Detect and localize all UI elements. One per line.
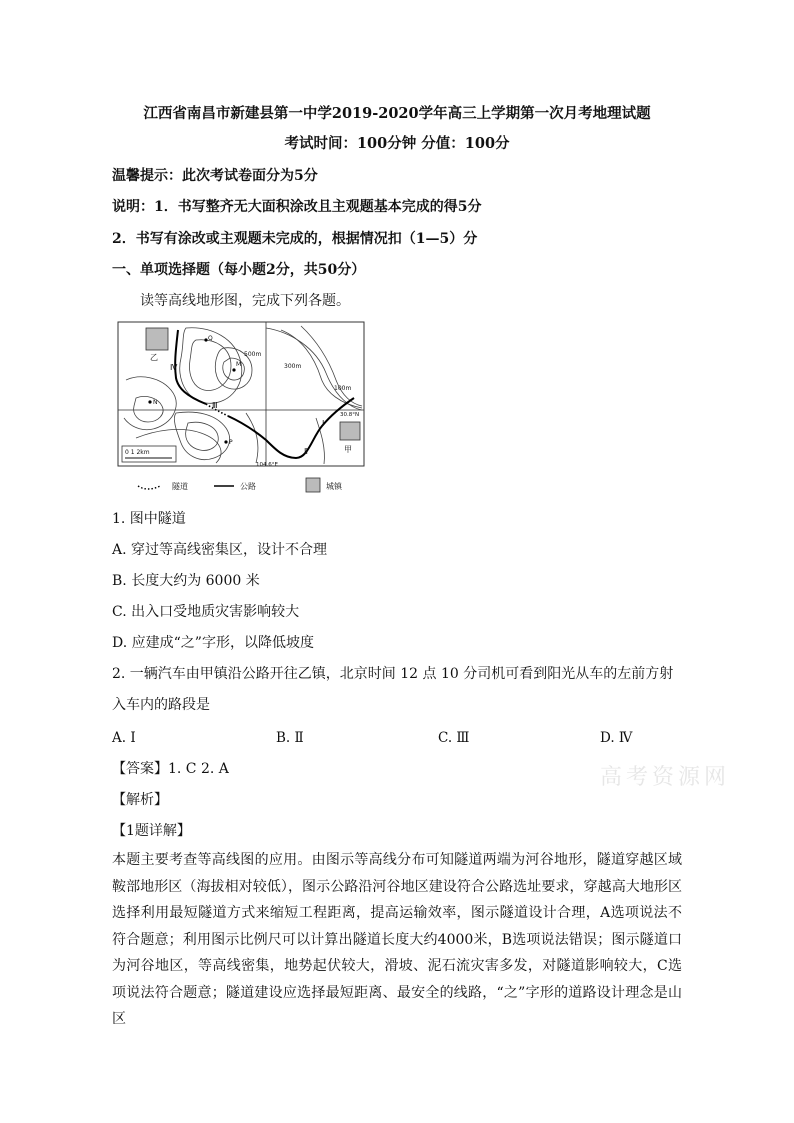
legend-road: 公路 [240,482,256,491]
section-intro: 读等高线地形图，完成下列各题。 [140,293,350,309]
label-region-3: Ⅲ [212,401,218,410]
q1-option-b: B. 长度大约为 6000 米 [112,573,260,589]
q2-stem-line1: 2. 一辆汽车由甲镇沿公路开往乙镇，北京时间 12 点 10 分司机可看到阳光从车的左前方射 [112,666,674,682]
scale-bar-label: 0 1 2km [125,449,150,456]
label-p: P [229,439,233,446]
contour-map [116,318,368,504]
q2-option-a: A. Ⅰ [112,730,136,746]
label-500m: 500m [244,351,262,358]
town-yi-icon [146,328,168,350]
exam-info: 考试时间：100分钟 分值：100分 [284,135,510,152]
q1-stem: 1. 图中隧道 [112,511,186,527]
map-legend [138,478,343,492]
watermark-text: 高考资源网 [600,765,731,790]
q2-stem-line2: 入车内的路段是 [112,697,210,713]
label-100m: 100m [334,385,352,392]
explain-line-2: 2．书写有涂改或主观题未完成的，根据情况扣（1—5）分 [112,231,478,247]
analysis-label: 【解析】 [112,792,168,808]
label-300m: 300m [284,363,302,370]
legend-tunnel: 隧道 [172,482,188,491]
label-region-2: Ⅱ [304,447,308,456]
legend-town: 城镇 [326,482,342,491]
page-title: 江西省南昌市新建县第一中学2019-2020学年高三上学期第一次月考地理试题 [143,105,651,122]
q2-option-d: D. Ⅳ [600,730,633,746]
label-region-4: Ⅳ [170,363,178,372]
q2-option-c: C. Ⅲ [438,730,470,746]
label-m: M [236,361,242,368]
detail-paragraph: 本题主要考查等高线图的应用。由图示等高线分布可知隧道两端为河谷地形，隧道穿越区域鞍部地形区（海拔相对较低），图示公路沿河谷地区建设符合公路选址要求，穿越高大地形区选择利用最短隧道方式来缩短工程距离，提高运输效率，图示隧道设计合理，A选项说法不符合题意；利用图示比例尺可以计算出隧道长度大约4000米，B选项说法错误；图示隧道口为河谷地区，等高线密集，地势起伏较大，滑坡、泥石流灾害多发，对隧道影响较大，C选项说法符合题意；隧道建设应选择最短距离、最安全的线路，“之”字形的道路设计理念是山区 [112,852,682,1027]
q1-option-a: A. 穿过等高线密集区，设计不合理 [112,542,328,558]
label-n: N [153,399,158,406]
label-jia: 甲 [344,445,352,454]
q1-option-d: D. 应建成“之”字形，以降低坡度 [112,635,314,651]
q1-option-c: C. 出入口受地质灾害影响较大 [112,604,300,620]
town-jia-icon [340,422,360,440]
section-heading: 一、单项选择题（每小题2分，共50分） [112,262,366,278]
label-yi: 乙 [150,353,158,362]
answer-label: 【答案】1. C 2. A [112,761,229,777]
label-latitude: 30.8°N [340,412,360,418]
label-longitude: 104.6°E [256,462,278,468]
tip-text: 温馨提示：此次考试卷面分为5分 [112,168,318,184]
label-q: Q [208,335,213,342]
label-region-1: Ⅰ [322,419,325,428]
q2-option-b: B. Ⅱ [276,730,304,746]
detail-title: 【1题详解】 [112,823,191,839]
explain-line-1: 说明：1．书写整齐无大面积涂改且主观题基本完成的得5分 [112,199,482,215]
